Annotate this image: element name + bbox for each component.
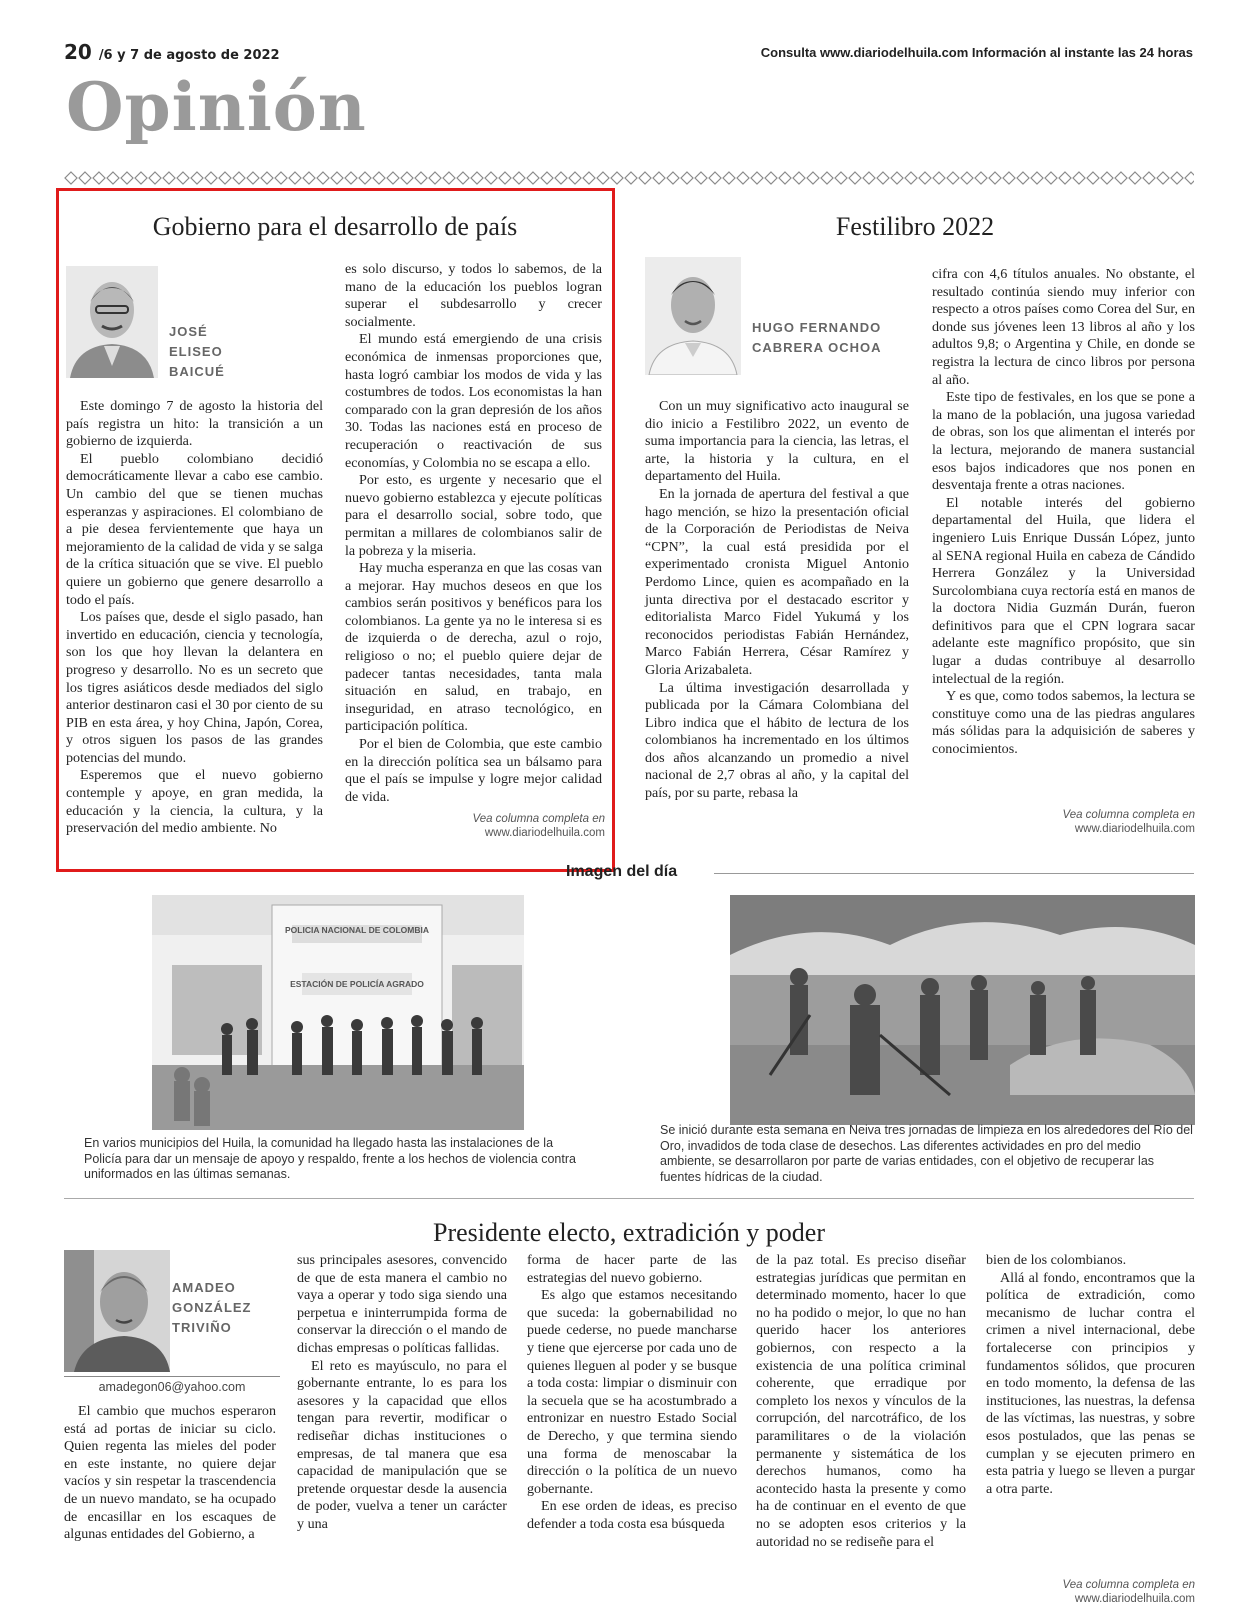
article-title-festilibro: Festilibro 2022 (835, 212, 995, 241)
caption-police-vigil: En varios municipios del Huila, la comunidad ha llegado hasta las instalaciones de la Policía para dar un mensaje de apoyo y respaldo, frente a los hechos de violencia contra uniformados en las últimas semanas. (84, 1136, 576, 1181)
police-station-sign: ESTACIÓN DE POLICÍA AGRADO (290, 979, 424, 989)
header-tagline: Consulta www.diariodelhuila.com Información al instante las 24 horas (760, 45, 1193, 60)
article2-more-link[interactable]: Vea columna completa en www.diariodelhuila.com (1062, 809, 1195, 835)
decorative-border (64, 171, 1194, 185)
author-name-amadeo-gonzalez: AMADEO GONZÁLEZ TRIVIÑO (172, 1280, 252, 1335)
article3-column-4: de la paz total. Es preciso diseñar estrategias jurídicas que permitan en determinado momento, hacer lo que no ha podido o mejor, lo que no han querido hacer los anteriores gobiernos, con respecto a la existencia de una política criminal coherente, que erradique por completo los nexos y vínculos de la corrupción, del narcotráfico, de los paramilitares o de la violación permanente y sistemática de los derechos humanos, como ha acontecido hasta la presente y como ha de continuar en el evento de que no se adopten esos criterios y la autoridad no se rediseñe para el (756, 1252, 966, 1550)
article2-column-1: Con un muy significativo acto inaugural se dio inicio a Festilibro 2022, un evento de suma importancia para la ciencia, las letras, el arte, la historia y la cultura, en el departamento del Huila. En la jornada de apertura del festival a que hago mención, se hizo la presentación oficial de la Corporación de Periodistas de Neiva “CPN”, la cual está presidida por el experimentado cronista Miguel Antonio Perdomo Lince, quien es acompañado en la junta directiva por el destacado escritor y editorialista Marco Fidel Yukumá y los reconocidos periodistas Fabián Hernández, Marco Fabián Herrera, César Ramírez y Gloria Arizabaleta. La última investigación desarrollada y publicada por la Cámara Colombiana del Libro indica que el hábito de lectura de los colombianos ha incrementado en los últimos dos años alcanzando un promedio a nivel nacional de 2,7 obras al año, y la capital del país, por su parte, rebasa la (645, 398, 909, 802)
section-divider-bottom (64, 1198, 1194, 1199)
author-name-hugo-fernando-cabrera: HUGO FERNANDO CABRERA OCHOA (752, 320, 882, 355)
page-number: 20 /6 y 7 de agosto de 2022 (64, 40, 280, 64)
imagen-del-dia-label: Imagen del día (566, 863, 678, 880)
article1-column-1: Este domingo 7 de agosto la historia del país registra un hito: la transición a un gobierno de izquierda. El pueblo colombiano decidió democráticamente llevar a cabo ese cambio. Un cambio del que se tienen muchas esperanzas y aspiraciones. El colombiano de a pie desea fervientemente que haya un mejoramiento de la calidad de vida y se salga de la crítica situación que se vive. El pueblo quiere un gobierno que genere desarrollo a todo el país. Los países que, desde el siglo pasado, han invertido en educación, ciencia y tecnología, son los que hoy llevan la delantera en progreso y desarrollo. No es un secreto que los tigres asiáticos desde mediados del siglo anterior destinaron casi el 30 por ciento de su PIB en esta área, y hoy China, Japón, Corea, y otros siguen los pasos de las grandes potencias del mundo. Esperemos que el nuevo gobierno contemple y apoye, en gran medida, la educación y la ciencia, la cultura, y la preservación del medio ambiente. No (66, 398, 323, 837)
photo-river-cleanup (730, 895, 1195, 1125)
article3-more-link[interactable]: Vea columna completa en www.diariodelhuila.com (1062, 1579, 1195, 1605)
author-name-jose-eliseo-baicue: JOSÉ ELISEO BAICUÉ (169, 324, 225, 379)
article3-column-2: sus principales asesores, convencido de que de esta manera el cambio no vaya a operar y todo siga siendo una perpetua e ininterrumpida forma de conservar la dirección o el mando de dichas empresas o políticas fallidas. El reto es mayúsculo, no para el gobernante entrante, lo es para los asesores y la capacidad que ellos tengan para revertir, modificar o rediseñar dichas instituciones o empresas, de tal manera que esa capacidad de manipulación que se pretende orquestar desde la ausencia de poder, vuelva a tener un carácter y una (297, 1252, 507, 1532)
article1-more-link[interactable]: Vea columna completa en www.diariodelhuila.com (472, 813, 605, 839)
article1-column-2: es solo discurso, y todos lo sabemos, de la mano de la educación los pueblos logran superar el subdesarrollo y crecer socialmente. El mundo está emergiendo de una crisis económica de inmensas proporciones que, hasta logró cambiar los modos de vida y las costumbres de todos. Los economistas la han comparado con la gran depresión de los años 30. Todas las naciones está en proceso de recuperación o reactivación de sus economías, y Colombia no se escapa a ello. Por esto, es urgente y necesario que el nuevo gobierno establezca y ejecute políticas para el desarrollo social, sobre todo, que permitan a millares de colombianos salir de la pobreza y la miseria. Hay mucha esperanza en que las cosas van a mejorar. Hay muchos deseos en que los cambios serán positivos y benéficos para los colombianos. La gente ya no le interesa si es de izquierda o de derecha, azul o rojo, religioso o no; el pueblo quiere dejar de padecer tantas necesidades, tanta mala situación en salud, en trabajo, en inseguridad, en atraso tecnológico, en participación política. Por el bien de Colombia, que este cambio en la dirección política sea un bálsamo para que el país se impulse y logre mejor calidad de vida. (345, 261, 602, 805)
issue-date: /6 y 7 de agosto de 2022 (98, 48, 280, 63)
author-photo-jose-eliseo-baicue (66, 266, 158, 378)
author-photo-hugo-fernando-cabrera (645, 257, 741, 375)
author-photo-amadeo-gonzalez (64, 1250, 170, 1372)
article2-column-2: cifra con 4,6 títulos anuales. No obstante, el resultado continúa siendo muy inferior con respecto a otros países como Corea del Sur, en donde sus jóvenes leen 13 libros al año y los adultos 9,8; o Argentina y Chile, en donde se registra la lectura de cinco libros por persona al año. Este tipo de festivales, en los que se pone a la mano de la población, una jugosa variedad de obras, son los que alimentan el interés por la lectura, mejorando de manera sustancial esos bajos indicadores que nos ponen en desventaja frente a otras naciones. El notable interés del gobierno departamental del Huila, que lidera el ingeniero Luis Enrique Dussán López, junto al SENA regional Huila en cabeza de Cándido Herrera González y la Universidad Surcolombiana cuya rectoría está en manos de la doctora Nidia Guzmán Durán, fueron definitivos para que el CPN lograra sacar adelante este magnífico propósito, que sin lugar a dudas contribuye al desarrollo intelectual de la región. Y es que, como todos sabemos, la lectura se constituye como una de las piedras angulares más sólidas para la adquisición de saberes y conocimientos. (932, 266, 1195, 758)
article-title-presidente: Presidente electo, extradición y poder (432, 1218, 826, 1247)
article3-column-1: El cambio que muchos esperaron está ad portas de iniciar su ciclo. Quien regenta las mieles del poder en este instante, no quiere dejar vacíos y sin respetar la trascendencia de un nuevo mandato, se ha ocupado de encasillar en los escaques de algunas entidades del Gobierno, a (64, 1403, 276, 1543)
police-sign-top: POLICIA NACIONAL DE COLOMBIA (284, 925, 430, 935)
section-title: Opinión (66, 68, 367, 146)
article-title-gobierno: Gobierno para el desarrollo de país (152, 212, 518, 241)
article3-column-5: bien de los colombianos. Allá al fondo, encontramos que la política de extradición, como mecanismo de luchar contra el crimen a nivel internacional, debe fortalecerse con principios y fundamentos sólidos, que procuren en todo momento, la defensa de las instituciones, las nuestras, la defensa de las víctimas, las nuestras, y sobre esos postulados, que las penas se cumplan y se ejecuten primero en esta patria y luego se lleven a purgar a otra parte. (986, 1252, 1195, 1497)
photo-police-station-vigil (152, 895, 524, 1130)
article3-column-3: forma de hacer parte de las estrategias del nuevo gobierno. Es algo que estamos necesitando que suceda: la gobernabilidad no puede cederse, no puede mancharse y tiene que ejercerse por cada uno de quienes lleguen al poder y se busque a toda costa: limpiar o disminuir con la secuela que se ha acostumbrado a entronizar en nuestro Estado Social de Derecho, y que termina siendo una forma de menoscabar la dirección o la política de un nuevo gobernante. En ese orden de ideas, es preciso defender a toda costa esa búsqueda (527, 1252, 737, 1532)
section-divider (714, 873, 1194, 874)
email-divider (64, 1376, 280, 1377)
caption-river-cleanup: Se inició durante esta semana en Neiva tres jornadas de limpieza en los alrededores del Río del Oro, invadidos de toda clase de desechos. Las diferentes actividades en pro del medio ambiente, se desarrollaron por parte de varias entidades, con el objetivo de recuperar las fuentes hídricas de la ciudad. (660, 1123, 1193, 1184)
author-email[interactable]: amadegon06@yahoo.com (98, 1380, 246, 1394)
